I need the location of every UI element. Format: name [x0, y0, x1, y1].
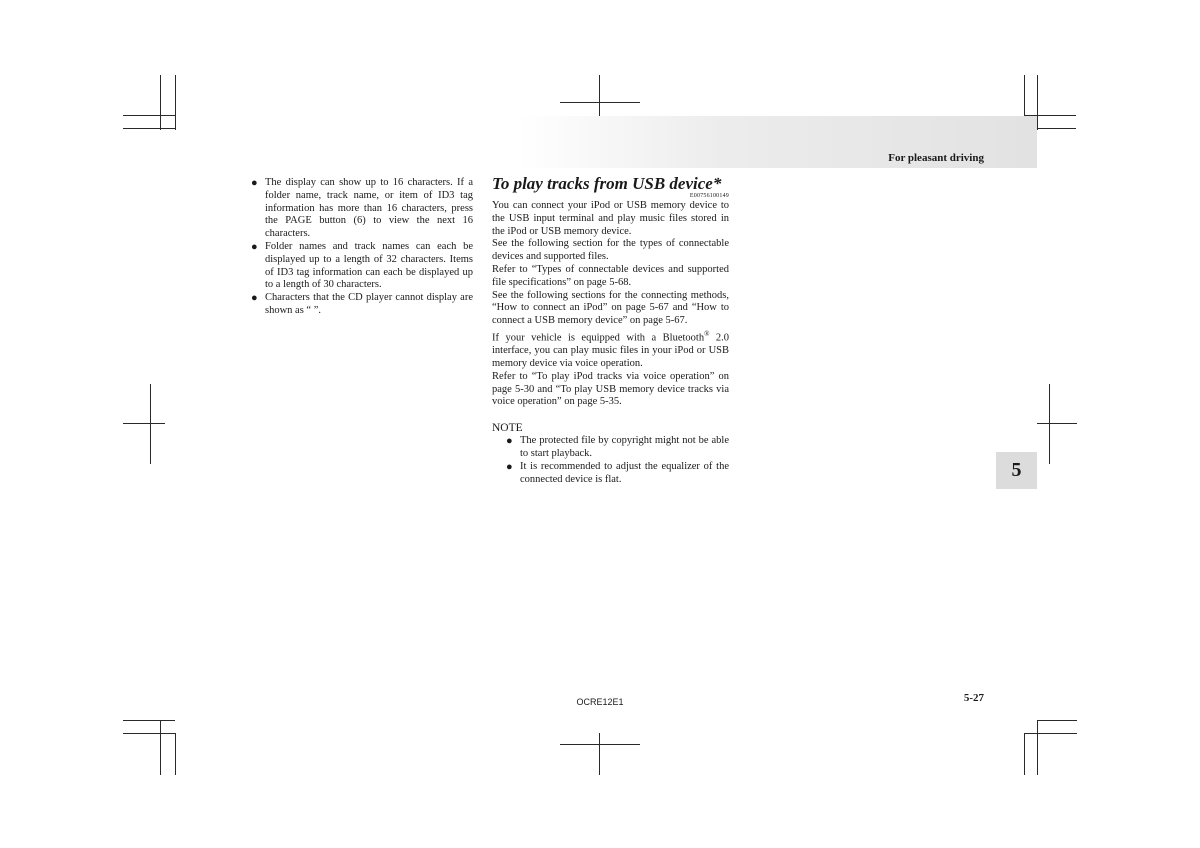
- bullet-icon: ●: [251, 240, 258, 253]
- paragraph: You can connect your iPod or USB memory device to the USB input terminal and play music files stored in the iPod or USB memory device.: [492, 200, 729, 237]
- paragraph: [492, 328, 729, 371]
- paragraph: Refer to “To play iPod tracks via voice operation” on page 5-30 and “To play USB memory device tracks via voice operation” on page 5-35.: [492, 370, 729, 408]
- bullet-text: It is recommended to adjust the equalizer of the connected device is flat.: [520, 460, 729, 485]
- bullet-text: The display can show up to 16 characters. If a folder name, track name, or item of ID3 tag information has more than 16 characters, press the PAGE button (6) to view the next 16 characters.: [265, 177, 473, 240]
- bullet-text: The protected file by copyright might not be able to start playback.: [520, 435, 729, 460]
- list-item: [251, 177, 473, 241]
- list-item: [251, 292, 473, 318]
- paragraph-text: If your vehicle is equipped with a Bluetooth: [492, 332, 705, 344]
- bullet-icon: ●: [251, 292, 258, 305]
- list-item: [506, 435, 729, 461]
- section-title: For pleasant driving: [888, 152, 984, 164]
- left-column: [251, 177, 473, 318]
- note-label: NOTE: [492, 422, 523, 435]
- paragraph: Refer to “Types of connectable devices and supported file specifications” on page 5-68.: [492, 263, 729, 288]
- paragraph: See the following sections for the connecting methods, “How to connect an iPod” on page 5-67 and “How to connect a USB memory device” on page 5-67.: [492, 289, 729, 327]
- right-column: [492, 174, 729, 486]
- list-item: [506, 461, 729, 487]
- bullet-icon: ●: [506, 435, 513, 448]
- chapter-tab: 5: [996, 452, 1037, 489]
- bullet-text: Characters that the CD player cannot display are shown as “ ”.: [265, 292, 473, 316]
- registered-mark: ®: [704, 329, 710, 338]
- note-block: [492, 421, 729, 486]
- bullet-icon: ●: [251, 177, 258, 189]
- page-number: 5-27: [963, 692, 984, 704]
- bullet-text: Folder names and track names can each be displayed up to a length of 32 characters. Items of ID3 tag information can each be displayed up to a length of 30 characters.: [265, 240, 473, 291]
- document-code: OCRE12E1: [576, 697, 624, 707]
- reference-code: E00756100149: [689, 193, 729, 199]
- section-heading: To play tracks from USB device*: [492, 174, 722, 193]
- paragraph-text: 2.0 interface, you can play music files in your iPod or USB memory device via voice operation.: [492, 332, 729, 370]
- bullet-icon: ●: [506, 460, 513, 473]
- paragraph: See the following section for the types of connectable devices and supported files.: [492, 238, 729, 263]
- list-item: [251, 241, 473, 292]
